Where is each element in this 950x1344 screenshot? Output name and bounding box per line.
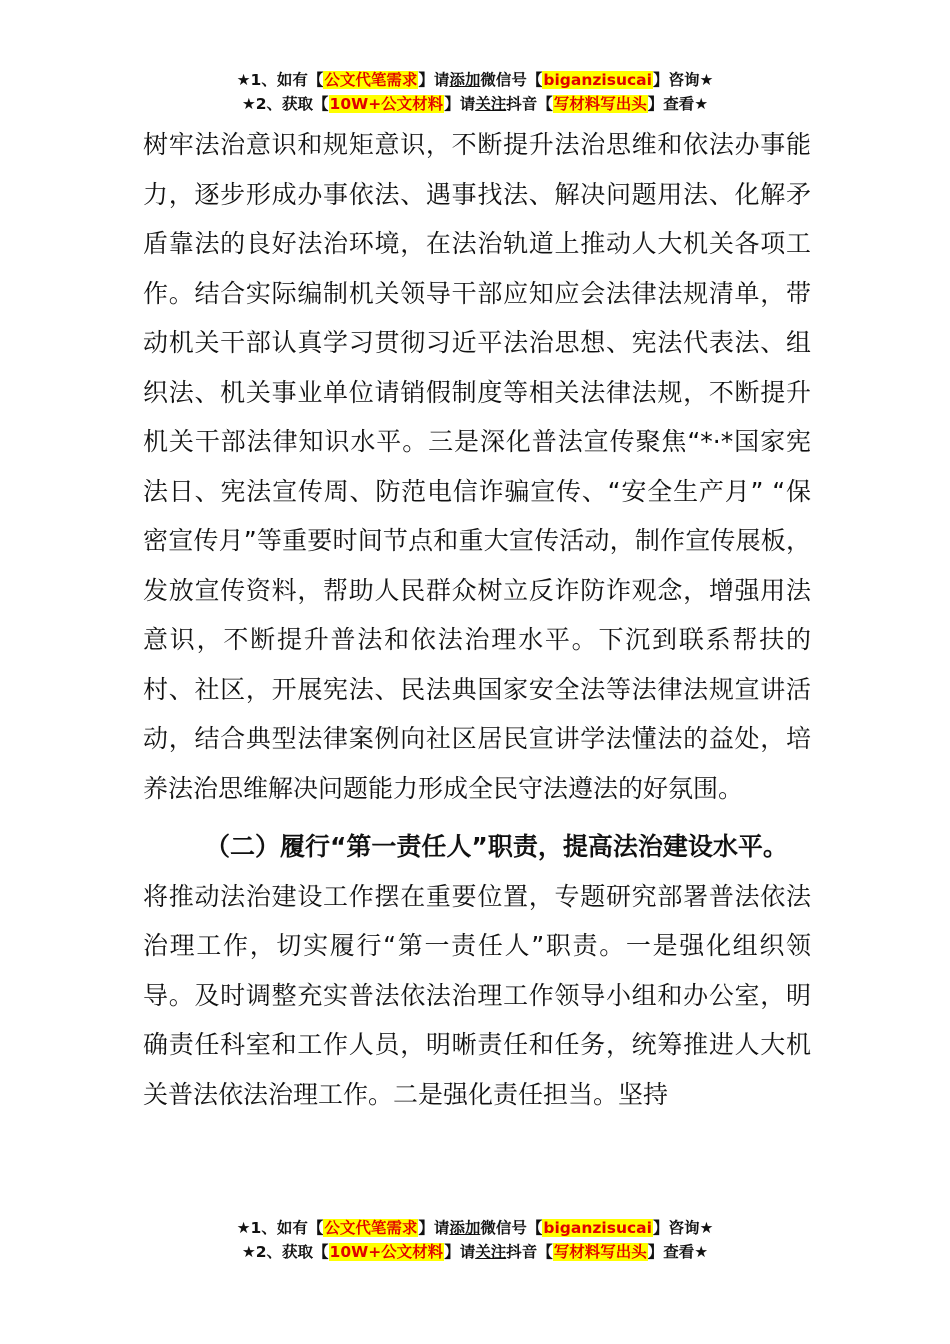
banner-highlight: 10W+公文材料	[329, 95, 444, 113]
banner-highlight: 公文代笔需求	[324, 1219, 418, 1237]
banner-highlight: biganzisucai	[543, 71, 652, 89]
banner-highlight: 写材料写出头	[553, 95, 647, 113]
banner-line-2: ★2、获取【10W+公文材料】请关注抖音【写材料写出头】查看★	[241, 95, 709, 113]
footer-banner	[0, 1216, 950, 1264]
banner-highlight: 写材料写出头	[553, 1243, 647, 1261]
header-banner	[0, 68, 950, 116]
banner-highlight: 公文代笔需求	[324, 71, 418, 89]
banner-highlight: 10W+公文材料	[329, 1243, 444, 1261]
section-heading: （二）履行“第一责任人”职责，提高法治建设水平。	[205, 832, 788, 861]
body-paragraph: 树牢法治意识和规矩意识，不断提升法治思维和依法办事能力，逐步形成办事依法、遇事找法、解决问题用法、化解矛盾靠法的良好法治环境，在法治轨道上推动人大机关各项工作。结合实际编制机关领导干部应知应会法律法规清单，带动机关干部认真学习贯彻习近平法治思想、宪法代表法、组织法、机关事业单位请销假制度等相关法律法规，不断提升机关干部法律知识水平。三是深化普法宣传聚焦“*·*国家宪法日、宪法宣传周、防范电信诈骗宣传、“安全生产月” “保密宣传月”等重要时间节点和重大宣传活动，制作宣传展板，发放宣传资料，帮助人民群众树立反诈防诈观念，增强用法意识，不断提升普法和依法治理水平。下沉到联系帮扶的村、社区，开展宪法、民法典国家安全法等法律法规宣讲活动，结合典型法律案例向社区居民宣讲学法懂法的益处，培养法治思维解决问题能力形成全民守法遵法的好氛围。	[143, 130, 811, 803]
document-body	[143, 120, 811, 1119]
banner-line-1: ★1、如有【公文代笔需求】请添加微信号【biganzisucai】咨询★	[236, 71, 714, 89]
banner-line-2: ★2、获取【10W+公文材料】请关注抖音【写材料写出头】查看★	[241, 1243, 709, 1261]
banner-highlight: biganzisucai	[543, 1219, 652, 1237]
body-paragraph: 将推动法治建设工作摆在重要位置，专题研究部署普法依法治理工作，切实履行“第一责任人”职责。一是强化组织领导。及时调整充实普法依法治理工作领导小组和办公室，明确责任科室和工作人员，明晰责任和任务，统筹推进人大机关普法依法治理工作。二是强化责任担当。坚持	[143, 881, 811, 1109]
banner-line-1: ★1、如有【公文代笔需求】请添加微信号【biganzisucai】咨询★	[236, 1219, 714, 1237]
